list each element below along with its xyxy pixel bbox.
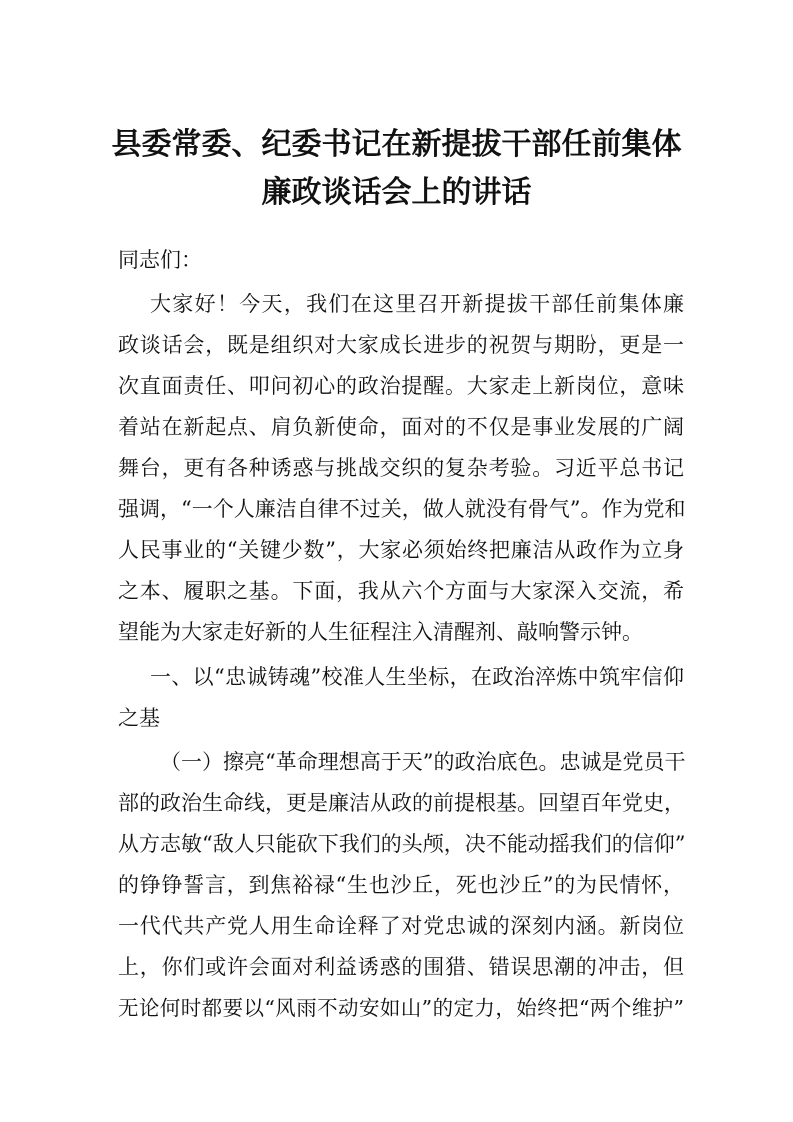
- section-heading-line: 一、以“忠诚铸魂”校准人生坐标，在政治淬炼中筑牢信仰: [150, 665, 684, 689]
- section-heading-line: 之基: [118, 706, 160, 730]
- paragraph-line: 舞台，更有各种诱惑与挑战交织的复杂考验。习近平总书记: [118, 456, 684, 480]
- paragraph-line: 无论何时都要以“风雨不动安如山”的定力，始终把“两个维护”: [118, 996, 684, 1020]
- paragraph-line: 上，你们或许会面对利益诱惑的围猎、错误思潮的冲击，但: [118, 955, 684, 979]
- salutation: 同志们：: [118, 248, 202, 272]
- paragraph-line: 一代代共产党人用生命诠释了对党忠诚的深刻内涵。新岗位: [118, 914, 684, 938]
- paragraph-line: 政谈话会，既是组织对大家成长进步的祝贺与期盼，更是一: [118, 333, 684, 357]
- paragraph-line: 从方志敏“敌人只能砍下我们的头颅，决不能动摇我们的信仰”: [118, 832, 686, 856]
- paragraph-line: 着站在新起点、肩负新使命，面对的不仅是事业发展的广阔: [118, 415, 684, 439]
- paragraph-line: 望能为大家走好新的人生征程注入清醒剂、敲响警示钟。: [118, 620, 643, 644]
- paragraph-line: （一）擦亮“革命理想高于天”的政治底色。忠诚是党员干: [160, 750, 686, 774]
- paragraph-line: 之本、履职之基。下面，我从六个方面与大家深入交流，希: [118, 579, 684, 603]
- document-title-line-2: 廉政谈话会上的讲话: [261, 175, 532, 210]
- paragraph-line: 大家好！今天，我们在这里召开新提拔干部任前集体廉: [150, 292, 684, 316]
- document-title-line-1: 县委常委、纪委书记在新提拔干部任前集体: [111, 127, 682, 162]
- paragraph-line: 强调，“一个人廉洁自律不过关，做人就没有骨气”。作为党和: [118, 497, 686, 521]
- paragraph-line: 次直面责任、叩问初心的政治提醒。大家走上新岗位，意味: [118, 374, 684, 398]
- paragraph-line: 的铮铮誓言，到焦裕禄“生也沙丘，死也沙丘”的为民情怀，: [118, 873, 684, 897]
- paragraph-line: 部的政治生命线，更是廉洁从政的前提根基。回望百年党史，: [118, 791, 685, 815]
- paragraph-line: 人民事业的“关键少数”，大家必须始终把廉洁从政作为立身: [118, 538, 684, 562]
